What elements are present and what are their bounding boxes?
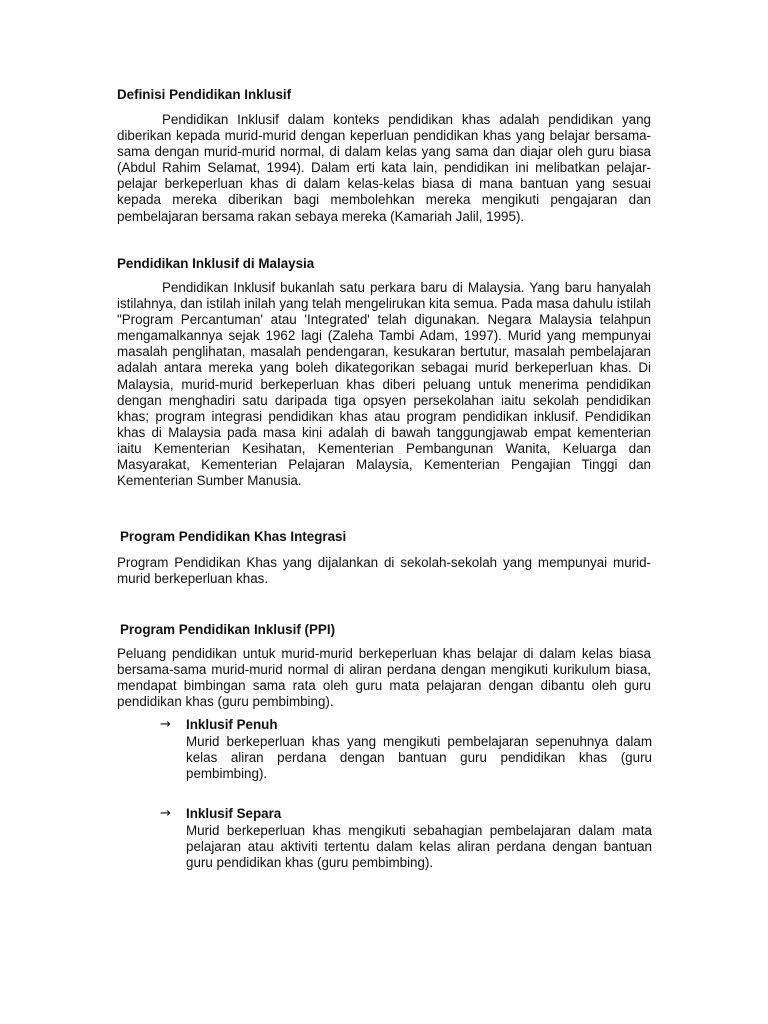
bullet-body: Murid berkeperluan khas mengikuti sebahagian pembelajaran dalam mata pelajaran atau aktiviti tertentu dalam kelas aliran perdana dengan bantuan guru pendidikan khas (guru pembimbing). bbox=[186, 823, 652, 871]
paragraph-ppi: Peluang pendidikan untuk murid-murid berkeperluan khas belajar di dalam kelas biasa bersama-sama murid-murid normal di aliran perdana dengan mengikuti kurikulum biasa, mendapat bimbingan sama rata oleh guru mata pelajaran dengan dibantu oleh guru pendidikan khas (guru pembimbing). bbox=[117, 646, 651, 710]
bullet-title: Inklusif Penuh bbox=[186, 717, 278, 732]
paragraph-malaysia: Pendidikan Inklusif bukanlah satu perkara baru di Malaysia. Yang baru hanyalah istilahnya, dan istilah inilah yang telah mengelirukan kita semua. Pada masa dahulu istilah "Program Percantuman' atau 'Integrated' telah digunakan. Negara Malaysia telahpun mengamalkannya sejak 1962 lagi (Zaleha Tambi Adam, 1997). Murid yang mempunyai masalah penglihatan, masalah pendengaran, kesukaran bertutur, masalah pembelajaran adalah antara mereka yang boleh dikategorikan sebagai murid berkeperluan khas. Di Malaysia, murid-murid berkeperluan khas diberi peluang untuk menerima pendidikan dengan menghadiri satu daripada tiga opsyen persekolahan iaitu sekolah pendidikan khas; program integrasi pendidikan khas atau program pendidikan inklusif. Pendidikan khas di Malaysia pada masa kini adalah di bawah tanggungjawab empat kementerian iaitu Kementerian Kesihatan, Kementerian Pembangunan Wanita, Keluarga dan Masyarakat, Kementerian Pelajaran Malaysia, Kementerian Pengajian Tinggi dan Kementerian Sumber Manusia. bbox=[117, 280, 651, 489]
heading-malaysia: Pendidikan Inklusif di Malaysia bbox=[117, 256, 315, 271]
arrow-right-icon: → bbox=[160, 717, 171, 732]
heading-integrasi: Program Pendidikan Khas Integrasi bbox=[120, 529, 347, 544]
heading-definisi: Definisi Pendidikan Inklusif bbox=[117, 87, 292, 102]
bullet-inklusif-separa bbox=[160, 806, 652, 870]
paragraph-definisi: Pendidikan Inklusif dalam konteks pendidikan khas adalah pendidikan yang diberikan kepada murid-murid dengan keperluan pendidikan khas yang belajar bersama-sama dengan murid-murid normal, di dalam kelas yang sama dan diajar oleh guru biasa (Abdul Rahim Selamat, 1994). Dalam erti kata lain, pendidikan ini melibatkan pelajar-pelajar berkeperluan khas di dalam kelas-kelas biasa di mana bantuan yang sesuai kepada mereka diberikan bagi membolehkan mereka mengikuti pengajaran dan pembelajaran bersama rakan sebaya mereka (Kamariah Jalil, 1995). bbox=[117, 112, 651, 224]
arrow-right-icon: → bbox=[160, 806, 171, 821]
bullet-inklusif-penuh bbox=[160, 717, 652, 781]
bullet-body: Murid berkeperluan khas yang mengikuti pembelajaran sepenuhnya dalam kelas aliran perdana dengan bantuan guru pendidikan khas (guru pembimbing). bbox=[186, 734, 652, 782]
bullet-title: Inklusif Separa bbox=[186, 806, 282, 821]
paragraph-integrasi: Program Pendidikan Khas yang dijalankan di sekolah-sekolah yang mempunyai murid-murid berkeperluan khas. bbox=[117, 555, 651, 587]
heading-ppi: Program Pendidikan Inklusif (PPI) bbox=[120, 622, 336, 637]
